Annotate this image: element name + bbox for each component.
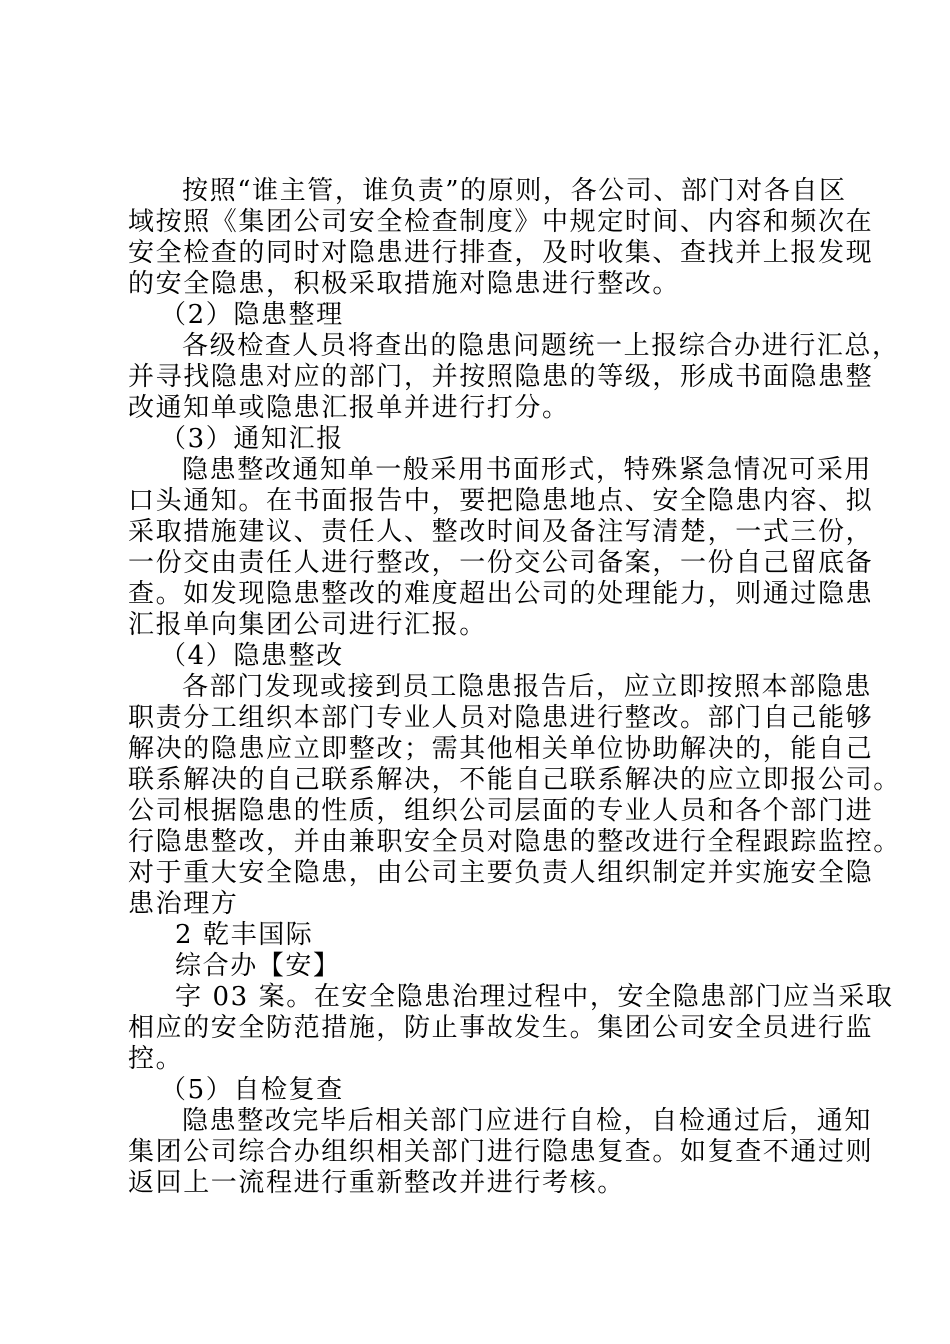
- section-heading: （4）隐患整改: [160, 641, 344, 671]
- paragraph-line: 联系解决的自己联系解决，不能自己联系解决的应立即报公司。: [128, 765, 901, 795]
- paragraph-line: 行隐患整改，并由兼职安全员对隐患的整改进行全程跟踪监控。: [128, 827, 901, 857]
- paragraph-line: 采取措施建议、责任人、整改时间及备注写清楚，一式三份，: [128, 517, 874, 547]
- paragraph-line: 汇报单向集团公司进行汇报。: [128, 610, 487, 640]
- paragraph-line: 查。如发现隐患整改的难度超出公司的处理能力，则通过隐患: [128, 579, 874, 609]
- paragraph-line: 隐患整改完毕后相关部门应进行自检，自检通过后，通知: [182, 1106, 873, 1136]
- section-heading: （2）隐患整理: [160, 300, 344, 330]
- header-fragment: 综合办【安】: [175, 951, 341, 981]
- paragraph-line: 域按照《集团公司安全检查制度》中规定时间、内容和频次在: [128, 207, 874, 237]
- paragraph-line: 对于重大安全隐患，由公司主要负责人组织制定并实施安全隐: [128, 858, 874, 888]
- paragraph-line: 控。: [128, 1044, 184, 1074]
- paragraph-line: 集团公司综合办组织相关部门进行隐患复查。如复查不通过则: [128, 1137, 874, 1167]
- paragraph-line: 的安全隐患，积极采取措施对隐患进行整改。: [128, 269, 681, 299]
- section-heading: （3）通知汇报: [160, 424, 344, 454]
- paragraph-line: 解决的隐患应立即整改；需其他相关单位协助解决的，能自己: [128, 734, 874, 764]
- paragraph-line: 患治理方: [128, 889, 239, 919]
- paragraph-line: 按照“谁主管，谁负责”的原则，各公司、部门对各自区: [182, 176, 847, 206]
- paragraph-line: 口头通知。在书面报告中，要把隐患地点、安全隐患内容、拟: [128, 486, 874, 516]
- paragraph-line: 公司根据隐患的性质，组织公司层面的专业人员和各个部门进: [128, 796, 874, 826]
- header-fragment: 2 乾丰国际: [175, 920, 314, 950]
- paragraph-line: 相应的安全防范措施，防止事故发生。集团公司安全员进行监: [128, 1013, 874, 1043]
- paragraph-line: 一份交由责任人进行整改，一份交公司备案，一份自己留底备: [128, 548, 874, 578]
- paragraph-line: 各级检查人员将查出的隐患问题统一上报综合办进行汇总，: [182, 331, 900, 361]
- paragraph-line: 安全检查的同时对隐患进行排查，及时收集、查找并上报发现: [128, 238, 874, 268]
- paragraph-line: 字 03 案。在安全隐患治理过程中，安全隐患部门应当采取: [175, 982, 894, 1012]
- paragraph-line: 职责分工组织本部门专业人员对隐患进行整改。部门自己能够: [128, 703, 874, 733]
- paragraph-line: 并寻找隐患对应的部门，并按照隐患的等级，形成书面隐患整: [128, 362, 874, 392]
- paragraph-line: 返回上一流程进行重新整改并进行考核。: [128, 1168, 625, 1198]
- paragraph-line: 各部门发现或接到员工隐患报告后，应立即按照本部隐患: [182, 672, 873, 702]
- section-heading: （5）自检复查: [160, 1075, 344, 1105]
- paragraph-line: 隐患整改通知单一般采用书面形式，特殊紧急情况可采用: [182, 455, 873, 485]
- paragraph-line: 改通知单或隐患汇报单并进行打分。: [128, 393, 570, 423]
